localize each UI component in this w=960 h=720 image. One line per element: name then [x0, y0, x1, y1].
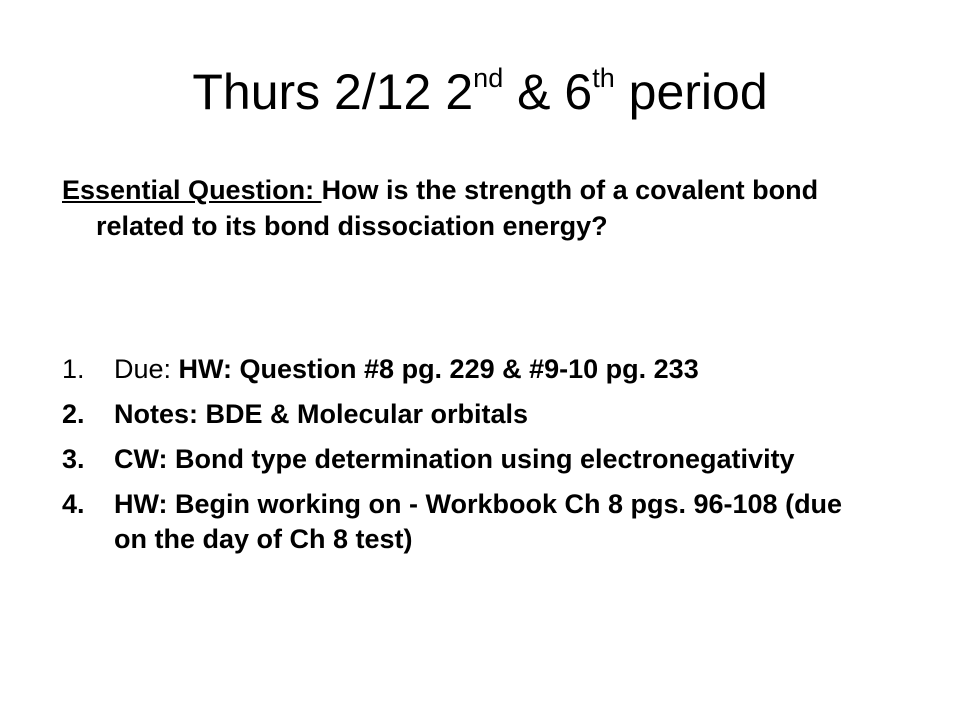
title-day: Thurs 2/12: [192, 64, 432, 120]
agenda-item-classwork: [62, 442, 862, 477]
slide-title: [0, 56, 960, 128]
title-period-one-suffix: nd: [473, 63, 504, 94]
title-period-two-suffix: th: [592, 63, 615, 94]
title-period-word: period: [628, 64, 768, 120]
agenda-list: [62, 352, 862, 567]
agenda-item-number: 2.: [62, 399, 85, 429]
agenda-item-number: 3.: [62, 444, 85, 474]
essential-question: [62, 172, 896, 244]
essential-question-text: How is the strength of a covalent bond related to its bond dissociation energy?: [96, 175, 819, 241]
agenda-item-homework: [62, 487, 862, 557]
agenda-item-text: Notes: BDE & Molecular orbitals: [114, 399, 529, 429]
agenda-item-notes: [62, 397, 862, 432]
title-period-two: 6: [564, 64, 593, 120]
agenda-item-text: HW: Begin working on - Workbook Ch 8 pgs. 96-108 (due on the day of Ch 8 test): [114, 489, 843, 554]
title-ampersand: &: [517, 64, 551, 120]
agenda-item-number: 4.: [62, 489, 85, 519]
agenda-item-text: CW: Bond type determination using electronegativity: [114, 444, 795, 474]
essential-question-label: Essential Question:: [62, 175, 322, 205]
agenda-item-lead: Due:: [114, 354, 179, 384]
agenda-item-due: [62, 352, 862, 387]
title-period-one: 2: [445, 64, 474, 120]
agenda-item-number: 1.: [62, 354, 85, 384]
agenda-item-text: HW: Question #8 pg. 229 & #9-10 pg. 233: [178, 354, 699, 384]
